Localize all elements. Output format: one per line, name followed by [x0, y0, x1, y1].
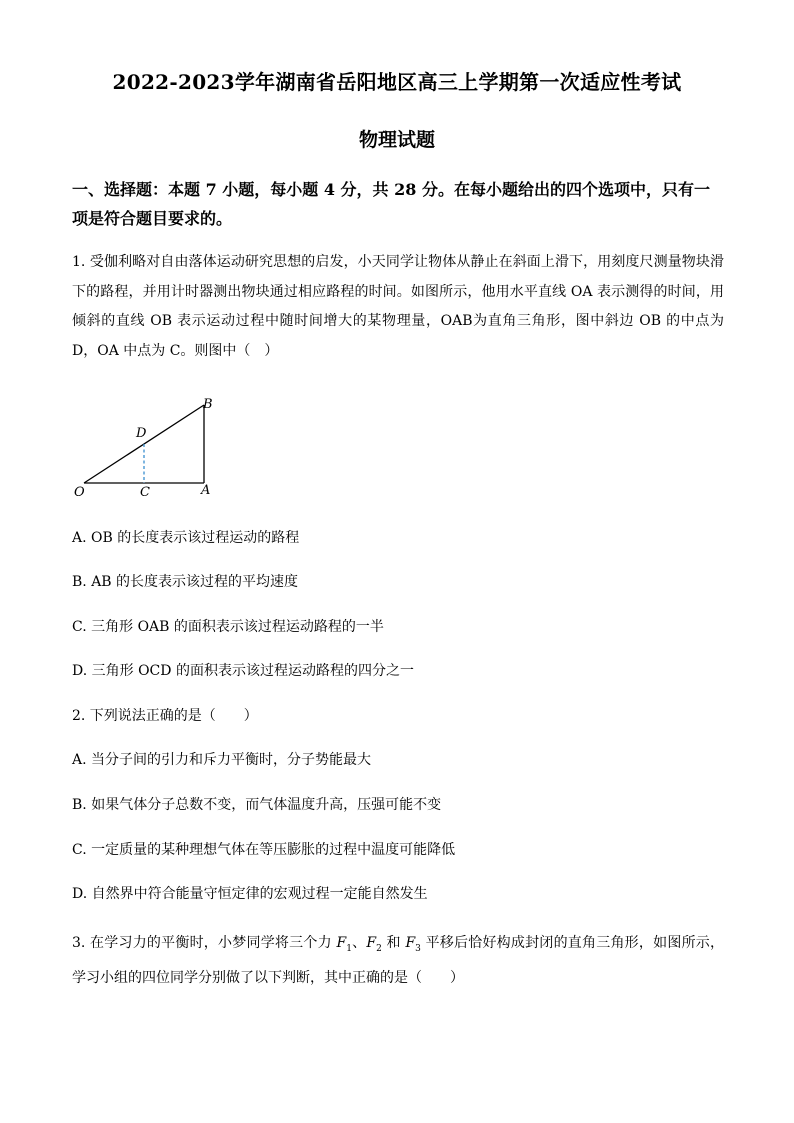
force-f3-subscript: 3 — [415, 943, 421, 954]
question-1-option-a: A. OB 的长度表示该过程运动的路程 — [72, 530, 300, 546]
label-c: C — [140, 485, 150, 500]
separator-1: 、 — [351, 935, 367, 951]
question-1-option-b: B. AB 的长度表示该过程的平均速度 — [72, 574, 299, 590]
label-d: D — [136, 426, 147, 441]
question-2-stem: 2. 下列说法正确的是（ ） — [72, 708, 258, 724]
question-1-stem: 1. 受伽利略对自由落体运动研究思想的启发，小天同学让物体从静止在斜面上滑下，用刻度尺测量物块滑下的路程，并用计时器测出物块通过相应路程的时间。如图所示，他用水平直线 OA 表示测得的时间，用倾斜的直线 OB 表示运动过程中随时间增大的某物理量，OAB为直角三角形，图中斜边 OB 的中点为 D，OA 中点为 C。则图中（ ） — [72, 254, 724, 359]
exam-subtitle: 物理试题 — [358, 129, 435, 151]
label-b: B — [203, 397, 213, 412]
section-heading: 一、选择题：本题 7 小题，每小题 4 分，共 28 分。在每小题给出的四个选项中，只有一项是符合题目要求的。 — [72, 180, 710, 228]
force-f2-symbol: F — [366, 935, 377, 951]
question-2-option-c: C. 一定质量的某种理想气体在等压膨胀的过程中温度可能降低 — [72, 842, 456, 858]
question-3-stem-end: 平移后恰好构成封闭的直角三角形，如图所示，学习小组的四位同学分别做了以下判断，其中正确的是（ ） — [72, 935, 725, 987]
label-a: A — [201, 483, 211, 498]
exam-title: 2022-2023学年湖南省岳阳地区高三上学期第一次适应性考试 — [112, 70, 682, 94]
force-f1-subscript: 1 — [346, 943, 352, 954]
question-2-option-b: B. 如果气体分子总数不变，而气体温度升高，压强可能不变 — [72, 797, 442, 813]
right-triangle-diagram — [72, 393, 232, 503]
force-f2-subscript: 2 — [376, 943, 382, 954]
question-2-option-a: A. 当分子间的引力和斥力平衡时，分子势能最大 — [72, 752, 372, 768]
force-f3-symbol: F — [405, 935, 416, 951]
force-f1-symbol: F — [336, 935, 347, 951]
question-1-figure — [72, 393, 232, 503]
question-1-option-d: D. 三角形 OCD 的面积表示该过程运动路程的四分之一 — [72, 663, 414, 679]
separator-2: 和 — [381, 935, 406, 951]
label-o: O — [74, 485, 85, 500]
question-3-stem-start: 3. 在学习力的平衡时，小梦同学将三个力 — [72, 935, 337, 951]
question-1-option-c: C. 三角形 OAB 的面积表示该过程运动路程的一半 — [72, 619, 384, 635]
question-2-option-d: D. 自然界中符合能量守恒定律的宏观过程一定能自然发生 — [72, 886, 428, 902]
question-3-stem — [72, 929, 724, 994]
